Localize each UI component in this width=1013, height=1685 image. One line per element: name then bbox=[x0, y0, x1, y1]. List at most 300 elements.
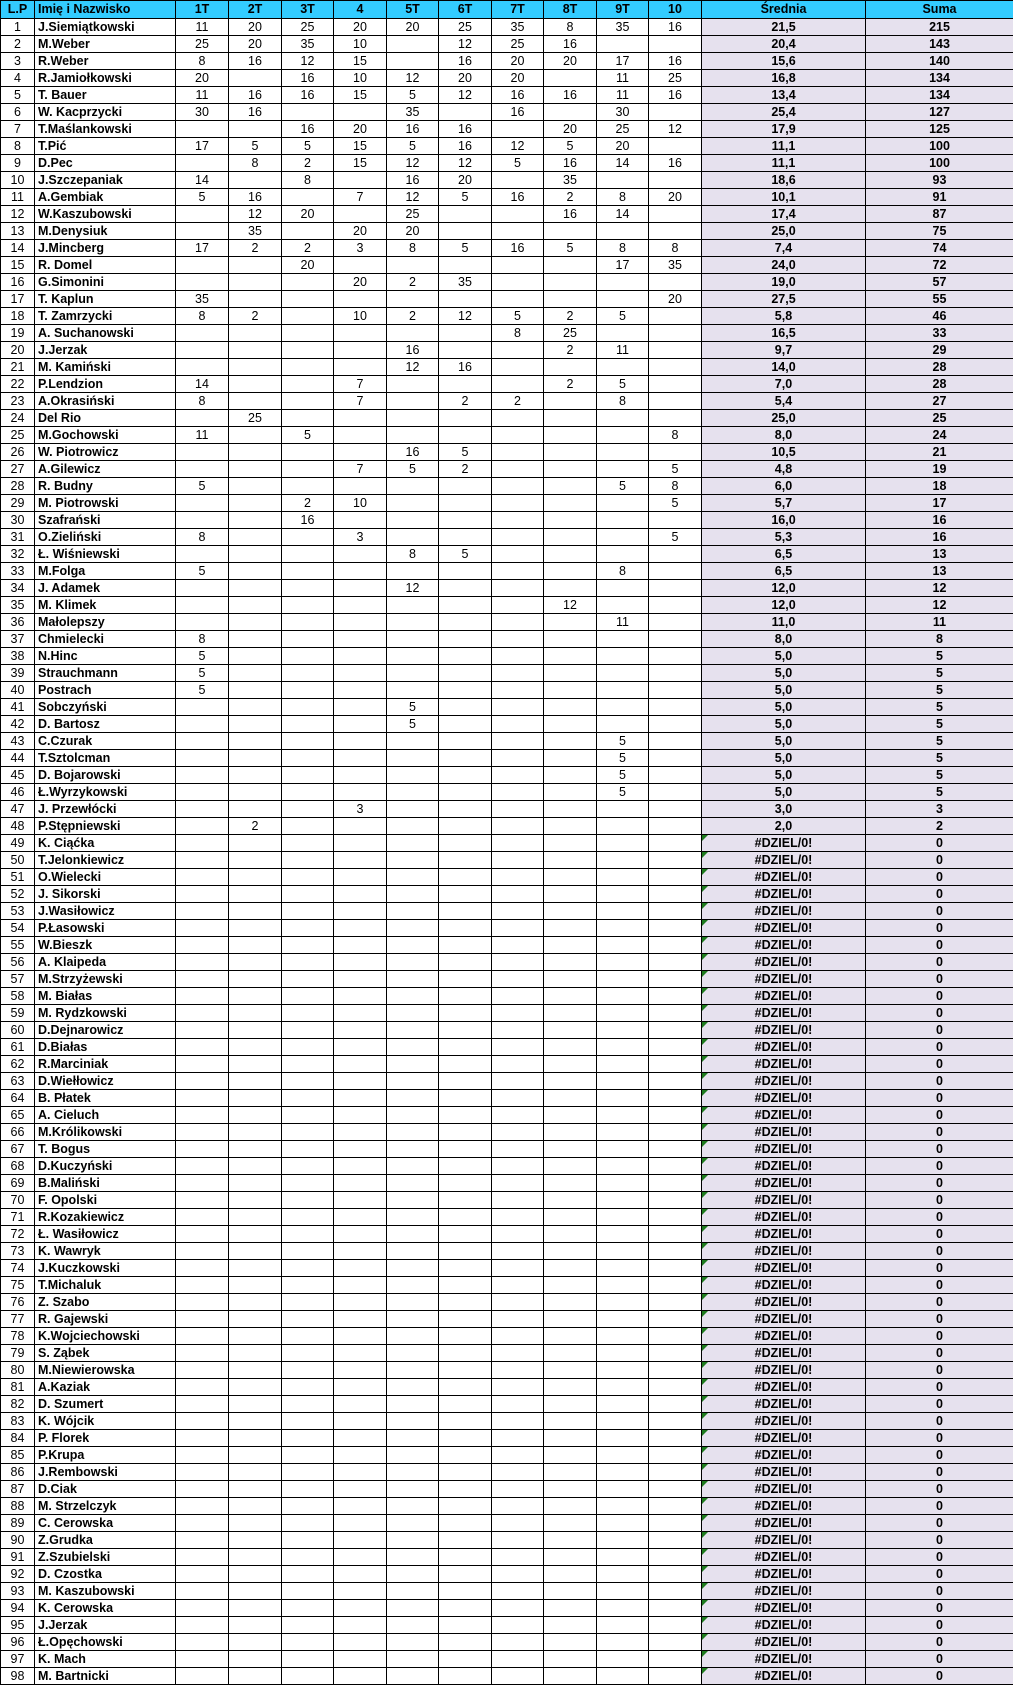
score-cell[interactable]: 5 bbox=[439, 444, 492, 461]
score-cell[interactable]: 16 bbox=[649, 19, 702, 36]
score-cell[interactable]: 8 bbox=[649, 240, 702, 257]
score-cell[interactable] bbox=[334, 206, 387, 223]
score-cell[interactable] bbox=[492, 512, 544, 529]
score-cell[interactable] bbox=[597, 1107, 649, 1124]
score-cell[interactable] bbox=[176, 1396, 229, 1413]
average-cell[interactable]: #DZIEL/0! bbox=[702, 1311, 866, 1328]
score-cell[interactable] bbox=[544, 716, 597, 733]
score-cell[interactable] bbox=[387, 1634, 439, 1651]
score-cell[interactable]: 16 bbox=[492, 189, 544, 206]
score-cell[interactable] bbox=[229, 801, 282, 818]
score-cell[interactable] bbox=[439, 1651, 492, 1668]
player-name-cell[interactable]: P.Łasowski bbox=[35, 920, 176, 937]
score-cell[interactable] bbox=[176, 206, 229, 223]
score-cell[interactable] bbox=[334, 903, 387, 920]
score-cell[interactable] bbox=[334, 104, 387, 121]
sum-cell[interactable]: 0 bbox=[866, 1481, 1013, 1498]
average-cell[interactable]: #DZIEL/0! bbox=[702, 1158, 866, 1175]
average-cell[interactable]: #DZIEL/0! bbox=[702, 1379, 866, 1396]
score-cell[interactable] bbox=[229, 614, 282, 631]
score-cell[interactable] bbox=[649, 1600, 702, 1617]
score-cell[interactable]: 25 bbox=[282, 19, 334, 36]
score-cell[interactable] bbox=[387, 818, 439, 835]
score-cell[interactable]: 35 bbox=[439, 274, 492, 291]
row-number-cell[interactable]: 71 bbox=[1, 1209, 35, 1226]
score-cell[interactable]: 25 bbox=[649, 70, 702, 87]
score-cell[interactable] bbox=[334, 1175, 387, 1192]
score-cell[interactable] bbox=[334, 1192, 387, 1209]
row-number-cell[interactable]: 18 bbox=[1, 308, 35, 325]
score-cell[interactable] bbox=[229, 1345, 282, 1362]
row-number-cell[interactable]: 47 bbox=[1, 801, 35, 818]
score-cell[interactable] bbox=[176, 546, 229, 563]
score-cell[interactable] bbox=[229, 1141, 282, 1158]
player-name-cell[interactable]: A.Gilewicz bbox=[35, 461, 176, 478]
player-name-cell[interactable]: J.Wasiłowicz bbox=[35, 903, 176, 920]
score-cell[interactable] bbox=[229, 274, 282, 291]
score-cell[interactable] bbox=[597, 1464, 649, 1481]
score-cell[interactable] bbox=[334, 1260, 387, 1277]
average-cell[interactable]: 5,8 bbox=[702, 308, 866, 325]
score-cell[interactable] bbox=[387, 376, 439, 393]
sum-cell[interactable]: 93 bbox=[866, 172, 1013, 189]
row-number-cell[interactable]: 82 bbox=[1, 1396, 35, 1413]
score-cell[interactable] bbox=[439, 1583, 492, 1600]
score-cell[interactable] bbox=[334, 1294, 387, 1311]
score-cell[interactable] bbox=[229, 988, 282, 1005]
sum-cell[interactable]: 0 bbox=[866, 1294, 1013, 1311]
average-cell[interactable]: #DZIEL/0! bbox=[702, 1651, 866, 1668]
score-cell[interactable] bbox=[597, 1532, 649, 1549]
sum-cell[interactable]: 127 bbox=[866, 104, 1013, 121]
score-cell[interactable] bbox=[492, 852, 544, 869]
score-cell[interactable] bbox=[649, 1583, 702, 1600]
score-cell[interactable] bbox=[544, 444, 597, 461]
score-cell[interactable]: 16 bbox=[649, 87, 702, 104]
player-name-cell[interactable]: K. Wójcik bbox=[35, 1413, 176, 1430]
score-cell[interactable]: 10 bbox=[334, 308, 387, 325]
average-cell[interactable]: 24,0 bbox=[702, 257, 866, 274]
score-cell[interactable] bbox=[282, 835, 334, 852]
score-cell[interactable] bbox=[282, 1549, 334, 1566]
score-cell[interactable] bbox=[334, 291, 387, 308]
score-cell[interactable] bbox=[176, 1651, 229, 1668]
score-cell[interactable] bbox=[229, 716, 282, 733]
score-cell[interactable] bbox=[492, 648, 544, 665]
score-cell[interactable] bbox=[282, 801, 334, 818]
score-cell[interactable] bbox=[649, 1243, 702, 1260]
score-cell[interactable] bbox=[649, 1549, 702, 1566]
score-cell[interactable] bbox=[649, 971, 702, 988]
score-cell[interactable] bbox=[229, 1260, 282, 1277]
score-cell[interactable] bbox=[597, 1158, 649, 1175]
score-cell[interactable]: 5 bbox=[597, 733, 649, 750]
score-cell[interactable] bbox=[387, 1617, 439, 1634]
score-cell[interactable]: 2 bbox=[282, 495, 334, 512]
score-cell[interactable] bbox=[282, 1634, 334, 1651]
average-cell[interactable]: 5,0 bbox=[702, 767, 866, 784]
score-cell[interactable] bbox=[649, 512, 702, 529]
score-cell[interactable]: 2 bbox=[282, 240, 334, 257]
score-cell[interactable] bbox=[649, 546, 702, 563]
score-cell[interactable] bbox=[229, 342, 282, 359]
score-cell[interactable] bbox=[176, 325, 229, 342]
row-number-cell[interactable]: 85 bbox=[1, 1447, 35, 1464]
row-number-cell[interactable]: 32 bbox=[1, 546, 35, 563]
sum-cell[interactable]: 2 bbox=[866, 818, 1013, 835]
score-cell[interactable] bbox=[229, 1158, 282, 1175]
score-cell[interactable] bbox=[334, 1566, 387, 1583]
score-cell[interactable] bbox=[597, 682, 649, 699]
score-cell[interactable] bbox=[229, 1005, 282, 1022]
score-cell[interactable] bbox=[597, 1124, 649, 1141]
score-cell[interactable] bbox=[597, 1379, 649, 1396]
row-number-cell[interactable]: 92 bbox=[1, 1566, 35, 1583]
score-cell[interactable]: 5 bbox=[597, 784, 649, 801]
score-cell[interactable] bbox=[282, 1158, 334, 1175]
average-cell[interactable]: 6,5 bbox=[702, 546, 866, 563]
score-cell[interactable] bbox=[439, 971, 492, 988]
sum-cell[interactable]: 16 bbox=[866, 512, 1013, 529]
score-cell[interactable] bbox=[649, 1022, 702, 1039]
score-cell[interactable] bbox=[597, 1175, 649, 1192]
score-cell[interactable] bbox=[387, 1362, 439, 1379]
average-cell[interactable]: #DZIEL/0! bbox=[702, 937, 866, 954]
score-cell[interactable] bbox=[597, 1243, 649, 1260]
score-cell[interactable] bbox=[282, 1107, 334, 1124]
row-number-cell[interactable]: 22 bbox=[1, 376, 35, 393]
score-cell[interactable] bbox=[176, 1498, 229, 1515]
sum-cell[interactable]: 0 bbox=[866, 1549, 1013, 1566]
average-cell[interactable]: 10,1 bbox=[702, 189, 866, 206]
score-cell[interactable] bbox=[387, 1073, 439, 1090]
score-cell[interactable] bbox=[334, 1090, 387, 1107]
score-cell[interactable] bbox=[387, 784, 439, 801]
score-cell[interactable]: 11 bbox=[597, 614, 649, 631]
player-name-cell[interactable]: O.Wielecki bbox=[35, 869, 176, 886]
average-cell[interactable]: 5,0 bbox=[702, 784, 866, 801]
score-cell[interactable] bbox=[334, 954, 387, 971]
average-cell[interactable]: #DZIEL/0! bbox=[702, 1277, 866, 1294]
score-cell[interactable] bbox=[334, 818, 387, 835]
score-cell[interactable] bbox=[649, 308, 702, 325]
score-cell[interactable] bbox=[176, 1209, 229, 1226]
score-cell[interactable] bbox=[439, 1175, 492, 1192]
player-name-cell[interactable]: T.Michaluk bbox=[35, 1277, 176, 1294]
header-sum[interactable]: Suma bbox=[866, 1, 1013, 19]
sum-cell[interactable]: 0 bbox=[866, 971, 1013, 988]
score-cell[interactable] bbox=[176, 274, 229, 291]
average-cell[interactable]: #DZIEL/0! bbox=[702, 1328, 866, 1345]
score-cell[interactable] bbox=[229, 1583, 282, 1600]
score-cell[interactable] bbox=[649, 988, 702, 1005]
score-cell[interactable] bbox=[492, 1294, 544, 1311]
average-cell[interactable]: 5,0 bbox=[702, 716, 866, 733]
score-cell[interactable] bbox=[439, 1345, 492, 1362]
score-cell[interactable] bbox=[176, 410, 229, 427]
score-cell[interactable]: 12 bbox=[649, 121, 702, 138]
score-cell[interactable] bbox=[597, 444, 649, 461]
score-cell[interactable]: 12 bbox=[387, 155, 439, 172]
score-cell[interactable] bbox=[282, 1583, 334, 1600]
score-cell[interactable] bbox=[229, 1124, 282, 1141]
score-cell[interactable] bbox=[597, 580, 649, 597]
score-cell[interactable] bbox=[176, 767, 229, 784]
score-cell[interactable] bbox=[387, 1549, 439, 1566]
score-cell[interactable] bbox=[439, 1294, 492, 1311]
score-cell[interactable] bbox=[387, 1005, 439, 1022]
sum-cell[interactable]: 0 bbox=[866, 1379, 1013, 1396]
score-cell[interactable] bbox=[544, 393, 597, 410]
score-cell[interactable] bbox=[229, 869, 282, 886]
score-cell[interactable] bbox=[544, 1600, 597, 1617]
score-cell[interactable] bbox=[492, 1498, 544, 1515]
score-cell[interactable]: 16 bbox=[439, 121, 492, 138]
row-number-cell[interactable]: 24 bbox=[1, 410, 35, 427]
score-cell[interactable]: 12 bbox=[439, 155, 492, 172]
score-cell[interactable]: 20 bbox=[544, 53, 597, 70]
score-cell[interactable] bbox=[544, 1634, 597, 1651]
score-cell[interactable] bbox=[544, 1362, 597, 1379]
sum-cell[interactable]: 8 bbox=[866, 631, 1013, 648]
score-cell[interactable] bbox=[387, 1447, 439, 1464]
score-cell[interactable]: 17 bbox=[176, 240, 229, 257]
score-cell[interactable] bbox=[649, 1226, 702, 1243]
average-cell[interactable]: 12,0 bbox=[702, 580, 866, 597]
sum-cell[interactable]: 0 bbox=[866, 920, 1013, 937]
score-cell[interactable] bbox=[439, 767, 492, 784]
score-cell[interactable] bbox=[492, 835, 544, 852]
score-cell[interactable] bbox=[544, 410, 597, 427]
average-cell[interactable]: #DZIEL/0! bbox=[702, 835, 866, 852]
score-cell[interactable] bbox=[334, 1209, 387, 1226]
sum-cell[interactable]: 0 bbox=[866, 1651, 1013, 1668]
score-cell[interactable] bbox=[544, 1447, 597, 1464]
score-cell[interactable] bbox=[176, 801, 229, 818]
player-name-cell[interactable]: D. Bartosz bbox=[35, 716, 176, 733]
average-cell[interactable]: #DZIEL/0! bbox=[702, 988, 866, 1005]
player-name-cell[interactable]: Sobczyński bbox=[35, 699, 176, 716]
score-cell[interactable] bbox=[229, 1090, 282, 1107]
score-cell[interactable]: 8 bbox=[176, 631, 229, 648]
score-cell[interactable] bbox=[649, 733, 702, 750]
score-cell[interactable] bbox=[597, 1600, 649, 1617]
score-cell[interactable] bbox=[282, 1090, 334, 1107]
score-cell[interactable] bbox=[597, 1226, 649, 1243]
score-cell[interactable] bbox=[492, 767, 544, 784]
row-number-cell[interactable]: 9 bbox=[1, 155, 35, 172]
score-cell[interactable] bbox=[229, 512, 282, 529]
score-cell[interactable] bbox=[649, 903, 702, 920]
player-name-cell[interactable]: M. Bartnicki bbox=[35, 1668, 176, 1685]
row-number-cell[interactable]: 70 bbox=[1, 1192, 35, 1209]
sum-cell[interactable]: 0 bbox=[866, 1345, 1013, 1362]
score-cell[interactable] bbox=[649, 393, 702, 410]
score-cell[interactable] bbox=[544, 104, 597, 121]
score-cell[interactable] bbox=[492, 1243, 544, 1260]
score-cell[interactable] bbox=[387, 512, 439, 529]
score-cell[interactable] bbox=[544, 988, 597, 1005]
score-cell[interactable] bbox=[282, 1481, 334, 1498]
score-cell[interactable] bbox=[334, 937, 387, 954]
score-cell[interactable] bbox=[597, 1260, 649, 1277]
player-name-cell[interactable]: T. Bauer bbox=[35, 87, 176, 104]
score-cell[interactable] bbox=[387, 869, 439, 886]
score-cell[interactable] bbox=[387, 886, 439, 903]
row-number-cell[interactable]: 56 bbox=[1, 954, 35, 971]
score-cell[interactable] bbox=[229, 954, 282, 971]
sum-cell[interactable]: 25 bbox=[866, 410, 1013, 427]
score-cell[interactable] bbox=[439, 1260, 492, 1277]
score-cell[interactable] bbox=[282, 1005, 334, 1022]
average-cell[interactable]: 17,4 bbox=[702, 206, 866, 223]
average-cell[interactable]: 5,7 bbox=[702, 495, 866, 512]
row-number-cell[interactable]: 98 bbox=[1, 1668, 35, 1685]
score-cell[interactable]: 12 bbox=[387, 359, 439, 376]
row-number-cell[interactable]: 68 bbox=[1, 1158, 35, 1175]
score-cell[interactable] bbox=[334, 410, 387, 427]
score-cell[interactable]: 20 bbox=[334, 223, 387, 240]
player-name-cell[interactable]: A.Okrasiński bbox=[35, 393, 176, 410]
score-cell[interactable] bbox=[439, 1039, 492, 1056]
score-cell[interactable] bbox=[334, 257, 387, 274]
row-number-cell[interactable]: 21 bbox=[1, 359, 35, 376]
score-cell[interactable]: 5 bbox=[649, 461, 702, 478]
score-cell[interactable] bbox=[387, 1481, 439, 1498]
score-cell[interactable]: 12 bbox=[544, 597, 597, 614]
score-cell[interactable] bbox=[439, 495, 492, 512]
average-cell[interactable]: #DZIEL/0! bbox=[702, 1039, 866, 1056]
player-name-cell[interactable]: T.Jelonkiewicz bbox=[35, 852, 176, 869]
score-cell[interactable] bbox=[229, 1362, 282, 1379]
row-number-cell[interactable]: 72 bbox=[1, 1226, 35, 1243]
row-number-cell[interactable]: 84 bbox=[1, 1430, 35, 1447]
sum-cell[interactable]: 28 bbox=[866, 359, 1013, 376]
row-number-cell[interactable]: 43 bbox=[1, 733, 35, 750]
score-cell[interactable] bbox=[387, 53, 439, 70]
score-cell[interactable] bbox=[439, 1209, 492, 1226]
score-cell[interactable] bbox=[544, 937, 597, 954]
score-cell[interactable] bbox=[229, 1175, 282, 1192]
score-cell[interactable]: 8 bbox=[544, 19, 597, 36]
score-cell[interactable] bbox=[597, 1413, 649, 1430]
score-cell[interactable] bbox=[492, 546, 544, 563]
score-cell[interactable] bbox=[229, 478, 282, 495]
player-name-cell[interactable]: Strauchmann bbox=[35, 665, 176, 682]
sum-cell[interactable]: 0 bbox=[866, 1158, 1013, 1175]
score-cell[interactable] bbox=[282, 563, 334, 580]
score-cell[interactable] bbox=[334, 1651, 387, 1668]
score-cell[interactable] bbox=[176, 852, 229, 869]
score-cell[interactable] bbox=[649, 835, 702, 852]
header-4[interactable]: 4 bbox=[334, 1, 387, 19]
score-cell[interactable] bbox=[387, 767, 439, 784]
score-cell[interactable] bbox=[649, 563, 702, 580]
average-cell[interactable]: #DZIEL/0! bbox=[702, 1073, 866, 1090]
score-cell[interactable] bbox=[387, 1464, 439, 1481]
score-cell[interactable] bbox=[439, 1481, 492, 1498]
score-cell[interactable] bbox=[492, 1090, 544, 1107]
score-cell[interactable] bbox=[334, 1022, 387, 1039]
score-cell[interactable] bbox=[229, 1209, 282, 1226]
score-cell[interactable] bbox=[597, 325, 649, 342]
score-cell[interactable]: 25 bbox=[597, 121, 649, 138]
score-cell[interactable] bbox=[544, 954, 597, 971]
score-cell[interactable] bbox=[176, 716, 229, 733]
row-number-cell[interactable]: 95 bbox=[1, 1617, 35, 1634]
score-cell[interactable] bbox=[229, 1396, 282, 1413]
score-cell[interactable] bbox=[229, 427, 282, 444]
score-cell[interactable]: 15 bbox=[334, 155, 387, 172]
score-cell[interactable] bbox=[439, 852, 492, 869]
row-number-cell[interactable]: 79 bbox=[1, 1345, 35, 1362]
score-cell[interactable] bbox=[492, 1651, 544, 1668]
score-cell[interactable] bbox=[176, 886, 229, 903]
average-cell[interactable]: 9,7 bbox=[702, 342, 866, 359]
average-cell[interactable]: #DZIEL/0! bbox=[702, 1532, 866, 1549]
sum-cell[interactable]: 18 bbox=[866, 478, 1013, 495]
player-name-cell[interactable]: M. Rydzkowski bbox=[35, 1005, 176, 1022]
score-cell[interactable] bbox=[544, 512, 597, 529]
score-cell[interactable] bbox=[597, 1022, 649, 1039]
score-cell[interactable] bbox=[492, 427, 544, 444]
score-cell[interactable] bbox=[176, 461, 229, 478]
score-cell[interactable] bbox=[282, 1141, 334, 1158]
score-cell[interactable] bbox=[597, 1549, 649, 1566]
score-cell[interactable] bbox=[282, 444, 334, 461]
score-cell[interactable] bbox=[387, 937, 439, 954]
player-name-cell[interactable]: J.Rembowski bbox=[35, 1464, 176, 1481]
score-cell[interactable] bbox=[334, 665, 387, 682]
score-cell[interactable] bbox=[176, 1124, 229, 1141]
score-cell[interactable] bbox=[544, 920, 597, 937]
score-cell[interactable] bbox=[597, 1056, 649, 1073]
score-cell[interactable]: 5 bbox=[387, 461, 439, 478]
score-cell[interactable] bbox=[334, 733, 387, 750]
score-cell[interactable] bbox=[229, 1651, 282, 1668]
row-number-cell[interactable]: 93 bbox=[1, 1583, 35, 1600]
row-number-cell[interactable]: 38 bbox=[1, 648, 35, 665]
score-cell[interactable]: 3 bbox=[334, 529, 387, 546]
row-number-cell[interactable]: 29 bbox=[1, 495, 35, 512]
row-number-cell[interactable]: 14 bbox=[1, 240, 35, 257]
score-cell[interactable] bbox=[282, 818, 334, 835]
score-cell[interactable] bbox=[229, 461, 282, 478]
score-cell[interactable] bbox=[334, 1413, 387, 1430]
player-name-cell[interactable]: M.Gochowski bbox=[35, 427, 176, 444]
sum-cell[interactable]: 0 bbox=[866, 1600, 1013, 1617]
score-cell[interactable]: 14 bbox=[176, 376, 229, 393]
score-cell[interactable] bbox=[544, 699, 597, 716]
score-cell[interactable] bbox=[649, 410, 702, 427]
score-cell[interactable] bbox=[282, 359, 334, 376]
player-name-cell[interactable]: Chmielecki bbox=[35, 631, 176, 648]
score-cell[interactable] bbox=[649, 699, 702, 716]
score-cell[interactable] bbox=[439, 1090, 492, 1107]
score-cell[interactable]: 16 bbox=[387, 342, 439, 359]
score-cell[interactable] bbox=[334, 1447, 387, 1464]
score-cell[interactable] bbox=[544, 1158, 597, 1175]
score-cell[interactable]: 20 bbox=[387, 223, 439, 240]
score-cell[interactable]: 12 bbox=[439, 87, 492, 104]
score-cell[interactable] bbox=[439, 818, 492, 835]
score-cell[interactable] bbox=[492, 1566, 544, 1583]
row-number-cell[interactable]: 66 bbox=[1, 1124, 35, 1141]
score-cell[interactable] bbox=[229, 1566, 282, 1583]
player-name-cell[interactable]: P.Lendzion bbox=[35, 376, 176, 393]
score-cell[interactable] bbox=[282, 886, 334, 903]
sum-cell[interactable]: 0 bbox=[866, 1430, 1013, 1447]
